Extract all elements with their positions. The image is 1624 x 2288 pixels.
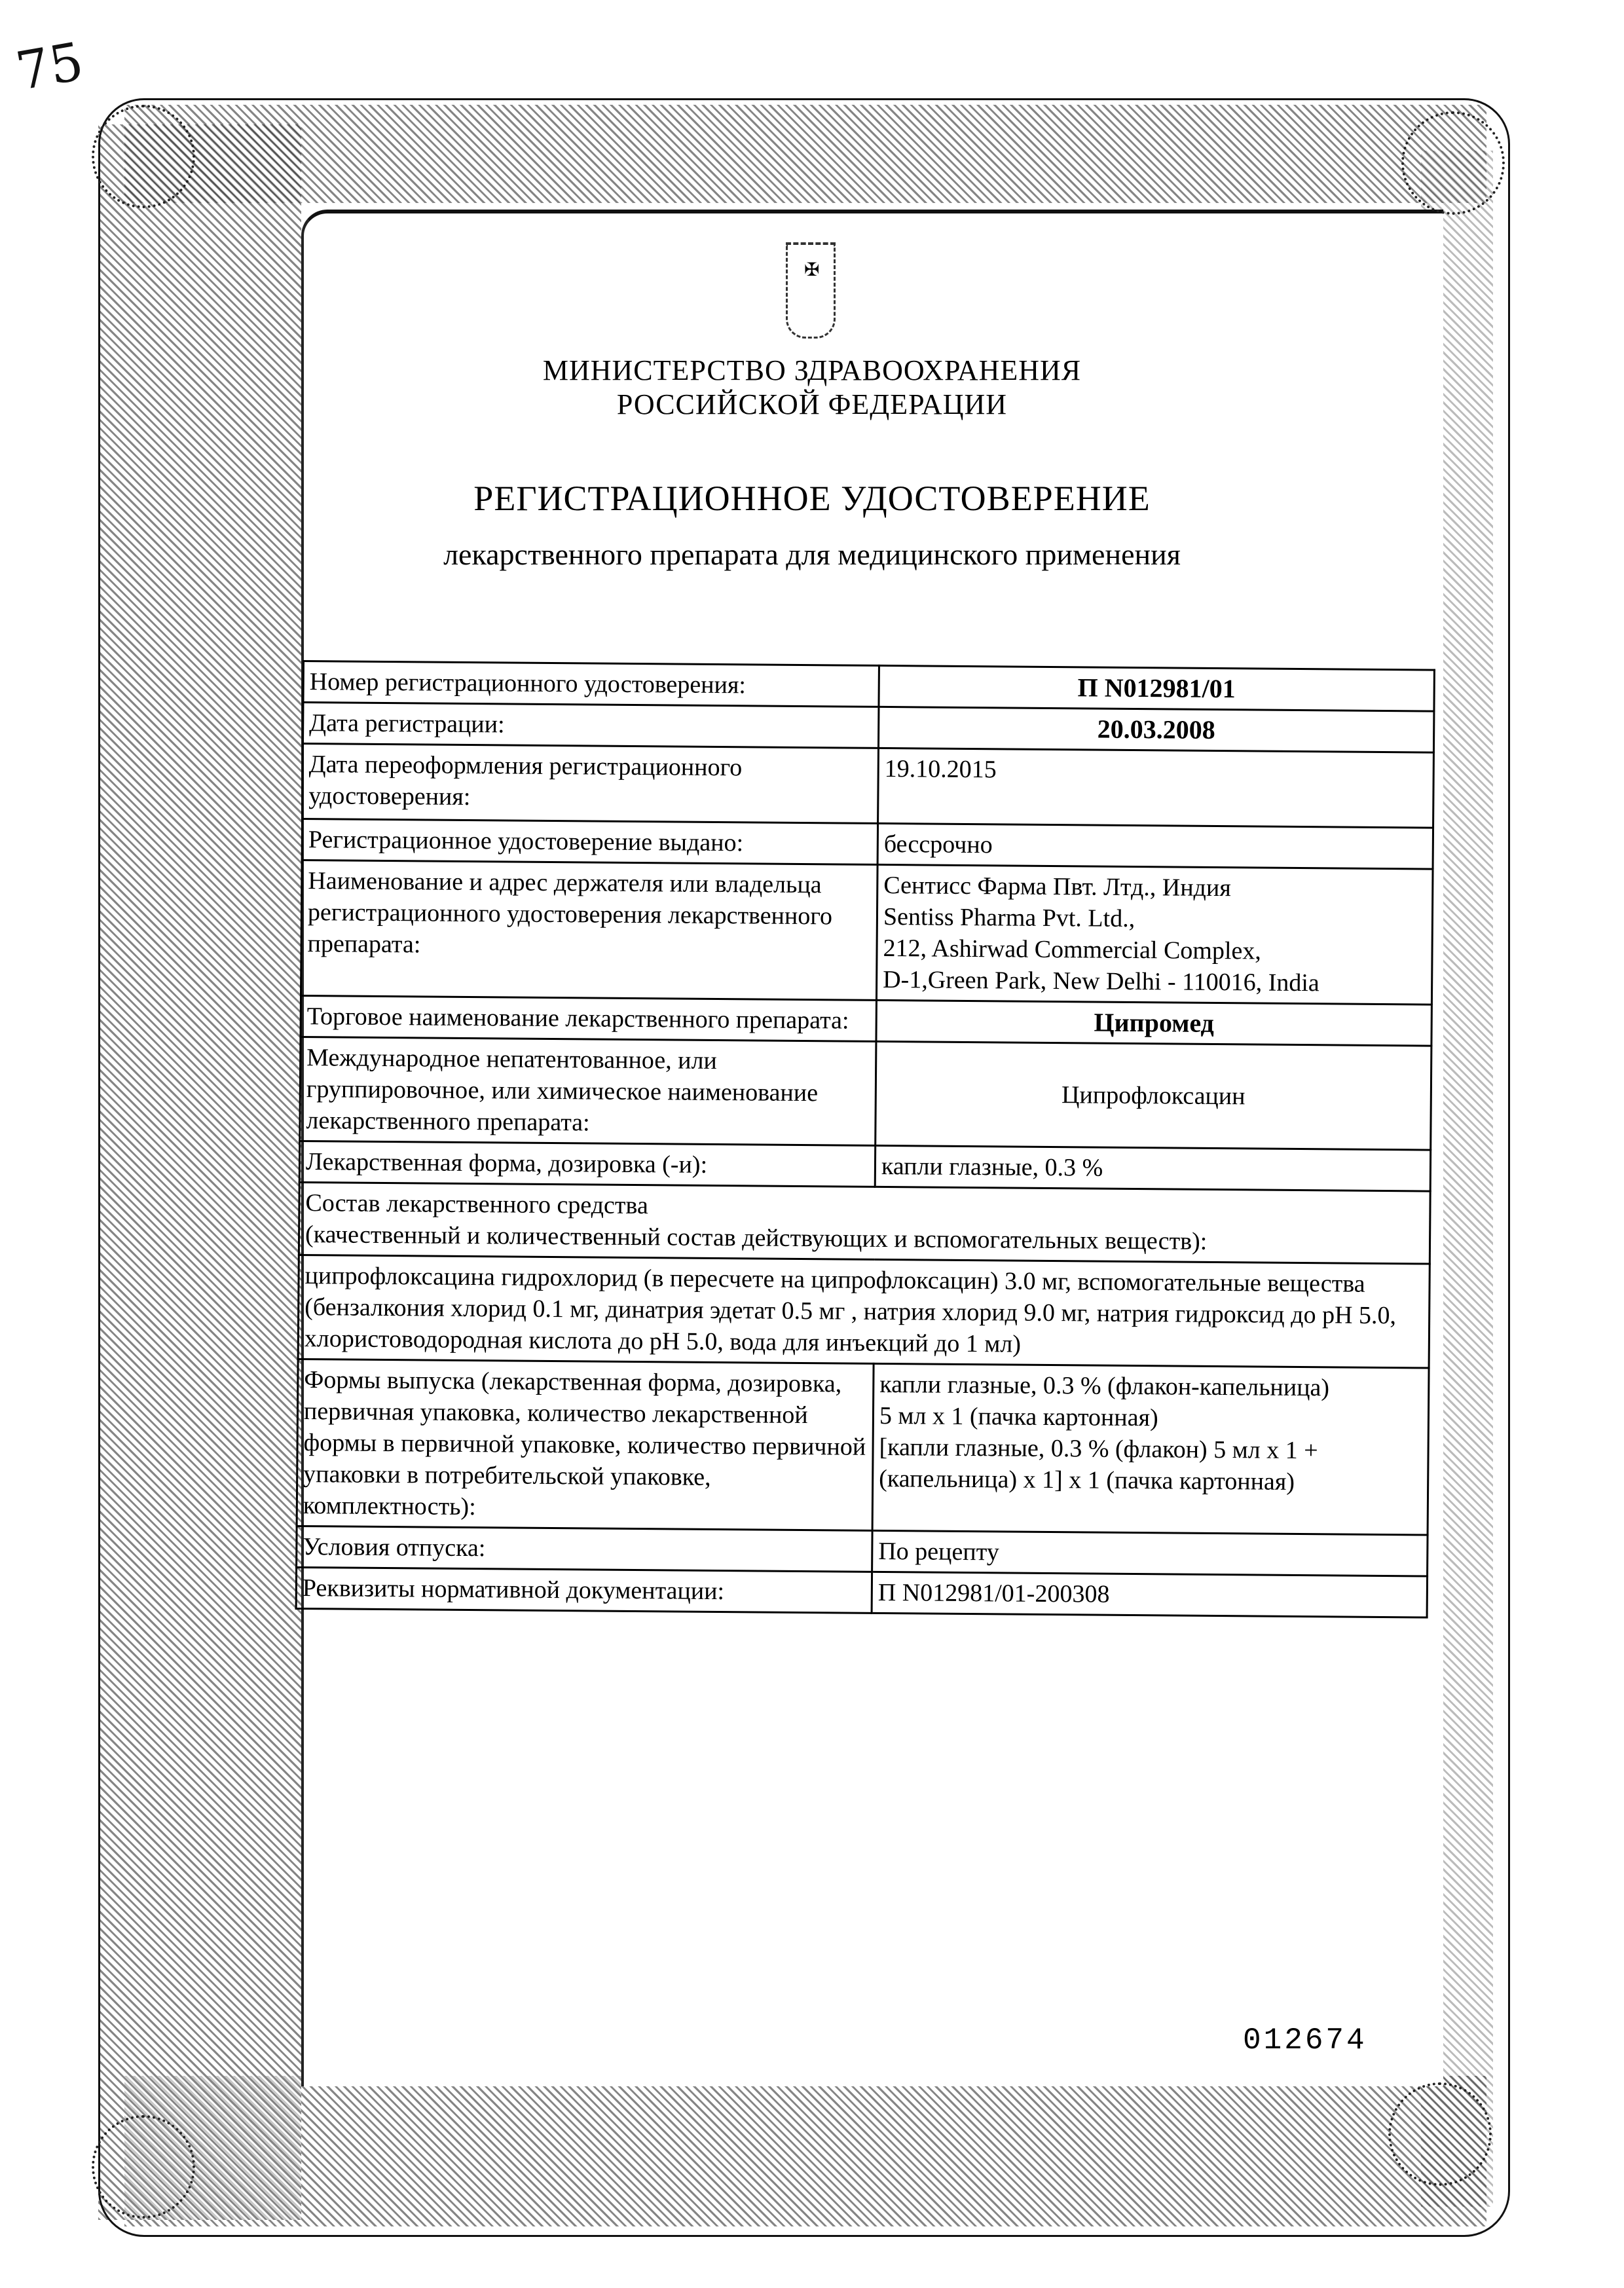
table-row (296, 1567, 1427, 1617)
corner-ornament-icon (92, 105, 195, 208)
registration-date: 20.03.2008 (878, 707, 1433, 752)
dispensing-conditions: По рецепту (872, 1530, 1428, 1576)
row-label: Дата переоформления регистрационного удостоверения: (303, 744, 879, 824)
document-subtitle: лекарственного препарата для медицинского применения (443, 538, 1181, 571)
row-label: Номер регистрационного удостоверения: (303, 661, 879, 707)
release-forms: капли глазные, 0.3 % (флакон-капельница) 5 мл х 1 (пачка картонная) [капли глазные, 0.3 % (флакон) 5 мл х 1 + (капельница) х 1] х 1 (пачка картонная) (872, 1363, 1429, 1535)
row-label: Международное непатентованное, или группировочное, или химическое наименование лекарственного препарата: (300, 1037, 876, 1145)
row-label: Формы выпуска (лекарственная форма, дозировка, первичная упаковка, количество лекарственной формы в первичной упаковке, количество первичной упаковки в потребительской упаковке, комплектность): (297, 1359, 874, 1530)
ministry-name (0, 354, 1624, 422)
table-row (298, 1255, 1430, 1368)
eagle-icon: ✠ (804, 260, 820, 280)
table-row (300, 1037, 1431, 1150)
handwritten-mark: 75 (11, 30, 88, 103)
row-label: Торговое наименование лекарственного препарата: (301, 995, 876, 1041)
row-label: Лекарственная форма, дозировка (-и): (299, 1141, 875, 1187)
inn-name: Ципрофлоксацин (876, 1041, 1431, 1150)
row-label: Реквизиты нормативной документации: (296, 1567, 872, 1613)
corner-ornament-icon (1388, 2082, 1492, 2186)
composition-text: ципрофлоксацина гидрохлорид (в пересчете на ципрофлоксацин) 3.0 мг, вспомогательные вещества (бензалкония хлорид 0.1 мг, динатрия эдетат 0.5 мг , натрия хлорид 9.0 мг, натрия гидроксид до pH 5.0, хлористоводородная кислота до pH 5.0, вода для инъекций до 1 мл) (298, 1255, 1430, 1368)
dosage-form: капли глазные, 0.3 % (875, 1145, 1430, 1191)
table-row (299, 1182, 1430, 1264)
trade-name: Ципромед (876, 1000, 1431, 1046)
validity: бессрочно (877, 823, 1433, 869)
row-label: Дата регистрации: (303, 703, 878, 748)
ministry-line-2: РОССИЙСКОЙ ФЕДЕРАЦИИ (616, 388, 1008, 420)
corner-ornament-icon (92, 2115, 195, 2219)
ministry-line-1: МИНИСТЕРСТВО ЗДРАВООХРАНЕНИЯ (542, 354, 1082, 386)
registration-number: П N012981/01 (879, 665, 1434, 711)
table-row (303, 744, 1434, 828)
document-title: РЕГИСТРАЦИОННОЕ УДОСТОВЕРЕНИЕ (473, 479, 1151, 518)
table-row (301, 860, 1433, 1005)
table-row (297, 1359, 1429, 1535)
row-label: Наименование и адрес держателя или владельца регистрационного удостоверения лекарственного препарата: (301, 860, 877, 1001)
registration-table (295, 660, 1435, 1619)
row-label: Регистрационное удостоверение выдано: (302, 819, 877, 865)
composition-heading: Состав лекарственного средства (качественный и количественный состав действующих и вспомогательных веществ): (299, 1182, 1430, 1264)
row-label: Условия отпуска: (297, 1526, 872, 1572)
serial-number: 012674 (1243, 2023, 1367, 2057)
corner-ornament-icon (1401, 111, 1505, 215)
normative-doc-reference: П N012981/01-200308 (872, 1572, 1427, 1617)
holder-name-address: Сентисс Фарма Пвт. Лтд., Индия Sentiss Pharma Pvt. Ltd., 212, Ashirwad Commercial Complex, D-1,Green Park, New Delhi - 110016, India (876, 864, 1433, 1005)
coat-of-arms-icon (786, 242, 836, 339)
reissue-date: 19.10.2015 (878, 748, 1434, 828)
